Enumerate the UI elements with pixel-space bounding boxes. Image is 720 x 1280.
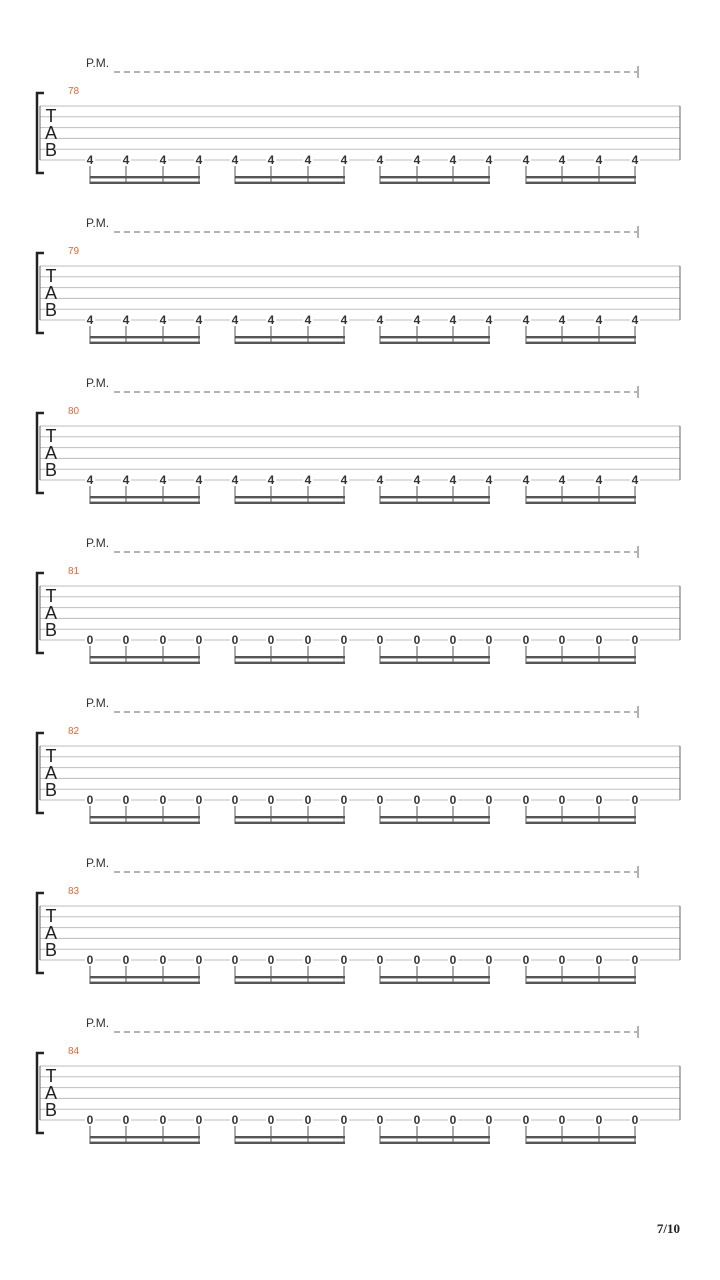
fret-number: 0 <box>413 953 421 967</box>
fret-number: 0 <box>304 953 312 967</box>
beam-secondary <box>235 822 345 824</box>
measure-number: 79 <box>68 246 80 257</box>
fret-number: 4 <box>376 153 384 167</box>
beam-secondary <box>526 662 636 664</box>
tab-system-78 <box>37 56 680 184</box>
beam-primary <box>380 336 490 338</box>
beam-secondary <box>235 342 345 344</box>
beam-secondary <box>380 1142 490 1144</box>
fret-number: 4 <box>631 313 639 327</box>
fret-number: 0 <box>231 1113 239 1127</box>
fret-number: 4 <box>159 313 167 327</box>
fret-number: 0 <box>449 1113 457 1127</box>
fret-number: 0 <box>195 793 203 807</box>
fret-number: 0 <box>86 1113 94 1127</box>
fret-number: 4 <box>304 473 312 487</box>
fret-number: 4 <box>304 153 312 167</box>
fret-number: 4 <box>86 153 94 167</box>
beam-primary <box>235 816 345 818</box>
fret-number: 0 <box>231 793 239 807</box>
fret-number: 0 <box>413 633 421 647</box>
fret-number: 0 <box>231 953 239 967</box>
fret-number: 0 <box>522 633 530 647</box>
fret-number: 4 <box>267 473 275 487</box>
beam-primary <box>380 816 490 818</box>
beam-secondary <box>90 502 200 504</box>
tab-clef-letter: A <box>44 923 58 943</box>
fret-number: 0 <box>558 633 566 647</box>
tab-clef-letter: A <box>44 443 58 463</box>
fret-number: 0 <box>522 793 530 807</box>
tab-clef-letter: A <box>44 763 58 783</box>
fret-number: 0 <box>159 1113 167 1127</box>
fret-number: 0 <box>267 793 275 807</box>
fret-number: 0 <box>122 633 130 647</box>
beam-secondary <box>90 342 200 344</box>
tab-clef-letter: T <box>45 1066 57 1086</box>
fret-number: 4 <box>304 313 312 327</box>
measure-number: 81 <box>68 566 80 577</box>
palm-mute-label: P.M. <box>86 56 110 70</box>
palm-mute-label: P.M. <box>86 376 110 390</box>
beam-primary <box>90 176 200 178</box>
fret-number: 0 <box>631 1113 639 1127</box>
measure-number: 83 <box>68 886 80 897</box>
beam-primary <box>526 336 636 338</box>
beam-primary <box>380 1136 490 1138</box>
tab-clef-letter: T <box>45 586 57 606</box>
fret-number: 4 <box>376 473 384 487</box>
fret-number: 0 <box>558 953 566 967</box>
palm-mute-label: P.M. <box>86 536 110 550</box>
tab-clef-letter: B <box>44 1100 58 1120</box>
beam-secondary <box>526 1142 636 1144</box>
fret-number: 0 <box>376 793 384 807</box>
fret-number: 4 <box>485 473 493 487</box>
fret-number: 0 <box>522 1113 530 1127</box>
tab-clef-letter: A <box>44 123 58 143</box>
fret-number: 4 <box>595 313 603 327</box>
fret-number: 0 <box>449 633 457 647</box>
tab-clef-letter: T <box>45 746 57 766</box>
fret-number: 4 <box>376 313 384 327</box>
fret-number: 0 <box>86 793 94 807</box>
beam-secondary <box>90 182 200 184</box>
tab-system-80 <box>37 376 680 504</box>
fret-number: 4 <box>122 153 130 167</box>
fret-number: 4 <box>159 153 167 167</box>
fret-number: 4 <box>449 473 457 487</box>
fret-number: 4 <box>595 473 603 487</box>
fret-number: 4 <box>522 473 530 487</box>
tab-clef-letter: T <box>45 106 57 126</box>
palm-mute-label: P.M. <box>86 856 110 870</box>
fret-number: 4 <box>195 473 203 487</box>
beam-secondary <box>526 982 636 984</box>
beam-secondary <box>90 662 200 664</box>
fret-number: 0 <box>376 953 384 967</box>
beam-primary <box>380 976 490 978</box>
tab-system-81 <box>37 536 680 664</box>
tab-clef-letter: A <box>44 603 58 623</box>
fret-number: 0 <box>595 793 603 807</box>
fret-number: 4 <box>413 473 421 487</box>
beam-primary <box>235 976 345 978</box>
beam-primary <box>526 976 636 978</box>
fret-number: 4 <box>413 153 421 167</box>
fret-number: 4 <box>267 313 275 327</box>
fret-number: 0 <box>122 1113 130 1127</box>
fret-number: 0 <box>159 793 167 807</box>
beam-primary <box>235 656 345 658</box>
fret-number: 4 <box>159 473 167 487</box>
measure-number: 82 <box>68 726 80 737</box>
fret-number: 0 <box>304 1113 312 1127</box>
fret-number: 0 <box>340 1113 348 1127</box>
beam-secondary <box>380 982 490 984</box>
fret-number: 0 <box>267 953 275 967</box>
fret-number: 0 <box>485 793 493 807</box>
tab-clef-letter: B <box>44 460 58 480</box>
fret-number: 0 <box>195 1113 203 1127</box>
tab-clef-letter: T <box>45 906 57 926</box>
fret-number: 4 <box>522 313 530 327</box>
tab-clef-letter: T <box>45 266 57 286</box>
beam-primary <box>235 176 345 178</box>
fret-number: 4 <box>522 153 530 167</box>
fret-number: 0 <box>376 633 384 647</box>
beam-secondary <box>526 182 636 184</box>
beam-secondary <box>235 982 345 984</box>
fret-number: 4 <box>558 153 566 167</box>
fret-number: 4 <box>485 153 493 167</box>
fret-number: 0 <box>631 793 639 807</box>
fret-number: 4 <box>231 153 239 167</box>
beam-primary <box>90 976 200 978</box>
page-number: 7/10 <box>656 1221 680 1236</box>
fret-number: 4 <box>340 313 348 327</box>
palm-mute-label: P.M. <box>86 216 110 230</box>
beam-primary <box>380 176 490 178</box>
fret-number: 4 <box>340 473 348 487</box>
beam-secondary <box>526 502 636 504</box>
fret-number: 4 <box>122 473 130 487</box>
fret-number: 0 <box>485 633 493 647</box>
fret-number: 0 <box>122 953 130 967</box>
beam-secondary <box>380 662 490 664</box>
beam-primary <box>90 496 200 498</box>
fret-number: 0 <box>558 793 566 807</box>
beam-secondary <box>235 502 345 504</box>
fret-number: 4 <box>195 313 203 327</box>
tab-system-82 <box>37 696 680 824</box>
tab-clef-letter: B <box>44 780 58 800</box>
fret-number: 0 <box>304 793 312 807</box>
beam-primary <box>526 176 636 178</box>
fret-number: 4 <box>86 313 94 327</box>
fret-number: 4 <box>558 313 566 327</box>
fret-number: 0 <box>231 633 239 647</box>
tab-system-79 <box>37 216 680 344</box>
beam-secondary <box>90 982 200 984</box>
tab-clef-letter: A <box>44 1083 58 1103</box>
tab-clef-letter: B <box>44 140 58 160</box>
beam-secondary <box>380 182 490 184</box>
tab-clef-letter: B <box>44 620 58 640</box>
fret-number: 0 <box>413 793 421 807</box>
fret-number: 0 <box>122 793 130 807</box>
beam-secondary <box>235 662 345 664</box>
beam-primary <box>526 496 636 498</box>
fret-number: 4 <box>195 153 203 167</box>
fret-number: 4 <box>86 473 94 487</box>
beam-secondary <box>380 822 490 824</box>
fret-number: 4 <box>231 473 239 487</box>
palm-mute-label: P.M. <box>86 1016 110 1030</box>
beam-secondary <box>380 502 490 504</box>
fret-number: 0 <box>86 633 94 647</box>
palm-mute-label: P.M. <box>86 696 110 710</box>
beam-secondary <box>235 1142 345 1144</box>
fret-number: 0 <box>340 793 348 807</box>
tab-clef-letter: A <box>44 283 58 303</box>
fret-number: 4 <box>485 313 493 327</box>
fret-number: 0 <box>595 953 603 967</box>
fret-number: 0 <box>267 1113 275 1127</box>
beam-primary <box>526 1136 636 1138</box>
fret-number: 0 <box>340 953 348 967</box>
fret-number: 4 <box>449 313 457 327</box>
measure-number: 78 <box>68 86 80 97</box>
fret-number: 0 <box>595 633 603 647</box>
tab-system-83 <box>37 856 680 984</box>
beam-primary <box>526 656 636 658</box>
fret-number: 4 <box>595 153 603 167</box>
beam-primary <box>90 1136 200 1138</box>
fret-number: 4 <box>449 153 457 167</box>
fret-number: 0 <box>195 633 203 647</box>
beam-primary <box>235 496 345 498</box>
fret-number: 0 <box>631 953 639 967</box>
beam-secondary <box>380 342 490 344</box>
beam-primary <box>90 656 200 658</box>
beam-primary <box>90 816 200 818</box>
fret-number: 4 <box>231 313 239 327</box>
beam-primary <box>380 656 490 658</box>
fret-number: 4 <box>558 473 566 487</box>
beam-secondary <box>526 822 636 824</box>
fret-number: 0 <box>595 1113 603 1127</box>
fret-number: 4 <box>340 153 348 167</box>
tab-clef-letter: T <box>45 426 57 446</box>
fret-number: 0 <box>159 953 167 967</box>
fret-number: 0 <box>195 953 203 967</box>
fret-number: 0 <box>159 633 167 647</box>
fret-number: 0 <box>485 1113 493 1127</box>
fret-number: 4 <box>413 313 421 327</box>
beam-secondary <box>235 182 345 184</box>
fret-number: 4 <box>631 473 639 487</box>
fret-number: 0 <box>376 1113 384 1127</box>
fret-number: 4 <box>267 153 275 167</box>
tab-clef-letter: B <box>44 940 58 960</box>
measure-number: 80 <box>68 406 80 417</box>
fret-number: 0 <box>267 633 275 647</box>
fret-number: 0 <box>631 633 639 647</box>
beam-secondary <box>90 822 200 824</box>
tab-system-84 <box>37 1016 680 1144</box>
beam-primary <box>90 336 200 338</box>
fret-number: 4 <box>122 313 130 327</box>
fret-number: 0 <box>304 633 312 647</box>
measure-number: 84 <box>68 1046 80 1057</box>
fret-number: 0 <box>558 1113 566 1127</box>
fret-number: 4 <box>631 153 639 167</box>
beam-primary <box>235 1136 345 1138</box>
fret-number: 0 <box>485 953 493 967</box>
beam-secondary <box>90 1142 200 1144</box>
tab-clef-letter: B <box>44 300 58 320</box>
fret-number: 0 <box>86 953 94 967</box>
beam-primary <box>526 816 636 818</box>
fret-number: 0 <box>413 1113 421 1127</box>
fret-number: 0 <box>449 793 457 807</box>
beam-primary <box>380 496 490 498</box>
fret-number: 0 <box>340 633 348 647</box>
beam-secondary <box>526 342 636 344</box>
beam-primary <box>235 336 345 338</box>
fret-number: 0 <box>449 953 457 967</box>
fret-number: 0 <box>522 953 530 967</box>
